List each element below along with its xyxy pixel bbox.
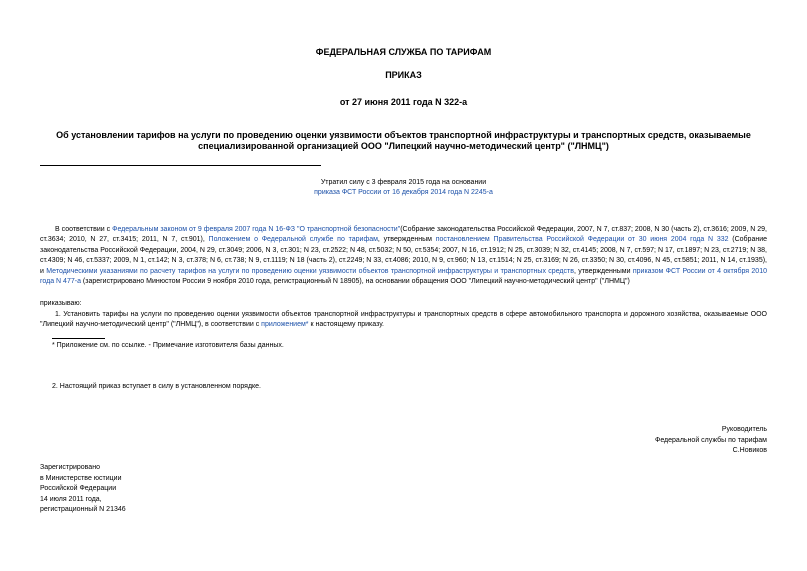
paragraph-item-2: 2. Настоящий приказ вступает в силу в установленном порядке.: [52, 383, 262, 390]
p1-text-4: (Собрание законодательства Российской Федерации, 2004, N 29, ст.3049; 2006, N 3, ст.301; N 23, ст.2522; N 48, ст.5032; N 50, ст.5354; 2007, N 16, ст.1912; N 25, ст.3039; N 32, ст.4145; 2008, N 7, ст.597; N 17, ст.1897; N 23, ст.2719; N 38, ст.4309; N 46, ст.5337; 2009, N 1, ст.142; N 3, ст.378; N 6, ст.738; N 9, ст.1119; N 18 (часть 2), ст.2249; N 33, ст.4086; 2010, N 9, ст.960; N 13, ст.1514; N 25, ст.3169; N 26, ст.3350; N 30, ст.4096, N 45, ст.5851; 2011, N 14, ст.1935), и: [40, 236, 768, 275]
void-note-link[interactable]: приказа ФСТ России от 16 декабря 2014 года N 2245-а: [314, 189, 493, 196]
agency-name: ФЕДЕРАЛЬНАЯ СЛУЖБА ПО ТАРИФАМ: [315, 47, 492, 57]
signature-position: Руководитель: [721, 426, 767, 433]
signature-block: [655, 425, 767, 457]
p1-text-3: , утвержденным: [377, 236, 436, 244]
link-appendix[interactable]: приложением*: [261, 321, 309, 329]
document-date: от 27 июня 2011 года N 322-а: [339, 97, 468, 107]
registration-line-3: Российской Федерации: [40, 485, 117, 492]
link-transport-security-law[interactable]: Федеральным законом от 9 февраля 2007 года N 16-ФЗ "О транспортной безопасности": [112, 226, 401, 233]
orders-word: приказываю:: [40, 300, 82, 307]
paragraph-preamble: [40, 225, 767, 287]
title-divider: [40, 165, 321, 166]
p1-text-5: , утвержденными: [573, 267, 633, 275]
signature-org: Федеральной службы по тарифам: [655, 436, 767, 444]
p1-text-1: В соответствии с: [55, 226, 113, 233]
registration-line-5: регистрационный N 21346: [40, 506, 126, 513]
void-note-text: Утратил силу с 3 февраля 2015 года на основании: [320, 179, 487, 186]
p2-text-1: 1. Установить тарифы на услуги по проведению оценки уязвимости объектов транспортной инфраструктуры и транспортных средств в сфере автомобильного транспорта и дорожного хозяйства, оказываемые ООО "Липецкий научно-методический центр" ("ЛНМЦ"), в соответствии с: [40, 311, 767, 329]
void-note: [40, 178, 767, 198]
link-fst-order-477[interactable]: приказом ФСТ России от 4 октября 2010 года N 477-а: [40, 267, 767, 286]
paragraph-item-1: [40, 310, 767, 331]
link-fst-regulation[interactable]: Положением о Федеральной службе по тарифам: [208, 236, 378, 244]
footnote: * Приложение см. по ссылке. - Примечание изготовителя базы данных.: [52, 342, 284, 349]
signature-name: С.Новиков: [732, 447, 767, 454]
registration-line-1: Зарегистрировано: [40, 464, 100, 471]
p2-text-2: к настоящему приказу.: [308, 321, 384, 329]
p1-text-2: (Собрание законодательства Российской Федерации, 2007, N 7, ст.837; 2008, N 30 (часть 2), ст.3616; 2009, N 29, ст.3634; 2010, N 27, ст.3415; 2011, N 7, ст.901),: [40, 226, 767, 244]
registration-line-2: в Министерстве юстиции: [40, 474, 122, 482]
link-methodical-guidelines[interactable]: Методическими указаниями по расчету тарифов на услуги по проведению оценки уязвимости объектов транспортной инфраструктуры и транспортных средств: [46, 267, 574, 275]
link-government-decree[interactable]: постановлением Правительства Российской Федерации от 30 июня 2004 года N 332: [435, 236, 729, 244]
registration-block: [40, 463, 126, 516]
p1-text-6: (зарегистрировано Минюстом России 9 ноября 2010 года, регистрационный N 18905), на основании обращения ООО "Липецкий научно-методический центр" ("ЛНМЦ"): [80, 278, 630, 286]
document-title: Об установлении тарифов на услуги по проведению оценки уязвимости объектов транспортной инфраструктуры и транспортных средств, оказываемые специализированной организацией ООО "Липецкий научно-методический центр" ("ЛНМЦ"): [56, 130, 751, 151]
footnote-divider: [52, 338, 105, 339]
registration-line-4: 14 июля 2011 года,: [40, 495, 102, 503]
document-type: ПРИКАЗ: [385, 70, 422, 80]
